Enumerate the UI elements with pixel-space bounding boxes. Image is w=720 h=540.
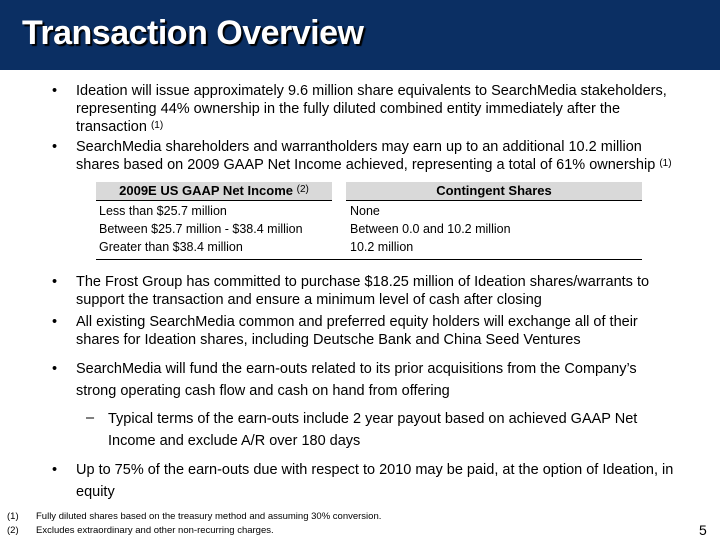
footnote-number: (1) xyxy=(7,511,19,522)
table-cell-shares: 10.2 million xyxy=(350,240,414,254)
table-cell-income: Between $25.7 million - $38.4 million xyxy=(99,222,303,236)
table-cell-income: Greater than $38.4 million xyxy=(99,240,243,254)
bullet-earnout-shares xyxy=(76,138,676,174)
bullet-equity-exchange: All existing SearchMedia common and preferred equity holders will exchange all of their shares for Ideation shares, including Deutsche Bank and China Seed Ventures xyxy=(76,314,638,348)
sub-bullet-marker: – xyxy=(86,410,95,426)
bullet-marker: • xyxy=(52,83,58,99)
table-header-income xyxy=(96,182,332,201)
footnote-text: Fully diluted shares based on the treasury method and assuming 30% conversion. xyxy=(36,511,382,522)
bullet-equity-payment: Up to 75% of the earn-outs due with respect to 2010 may be paid, at the option of Ideation, in equity xyxy=(76,462,674,500)
bullet-marker: • xyxy=(52,462,58,478)
slide-title: Transaction Overview xyxy=(22,14,364,52)
table-header-income-label: 2009E US GAAP Net Income xyxy=(119,183,294,198)
table-header-shares: Contingent Shares xyxy=(346,182,642,201)
table-cell-shares: None xyxy=(350,204,380,218)
table-bottom-rule xyxy=(96,259,642,260)
footnote-ref: (1) xyxy=(659,158,672,169)
page-number: 5 xyxy=(699,522,707,538)
footnote-text: Excludes extraordinary and other non-recurring charges. xyxy=(36,525,274,536)
bullet-earnout-funding: SearchMedia will fund the earn-outs related to its prior acquisitions from the Company’s strong operating cash flow and cash on hand from offering xyxy=(76,361,637,399)
sub-bullet-earnout-terms: Typical terms of the earn-outs include 2 year payout based on achieved GAAP Net Income and exclude A/R over 180 days xyxy=(108,411,638,449)
bullet-marker: • xyxy=(52,139,58,155)
bullet-issuance xyxy=(76,82,676,136)
bullet-frost-group: The Frost Group has committed to purchase $18.25 million of Ideation shares/warrants to support the transaction and ensure a minimum level of cash after closing xyxy=(76,274,650,308)
footnote-number: (2) xyxy=(7,525,19,536)
bullet-earnout-shares-text: SearchMedia shareholders and warrantholders may earn up to an additional 10.2 million shares based on 2009 GAAP Net Income achieved, representing a total of 61% ownership xyxy=(76,139,656,173)
bullet-marker: • xyxy=(52,314,58,330)
title-bar xyxy=(0,0,720,70)
footnote-ref: (2) xyxy=(296,184,309,195)
bullet-marker: • xyxy=(52,361,58,377)
footnote-ref: (1) xyxy=(150,120,164,131)
bullet-issuance-text: Ideation will issue approximately 9.6 million share equivalents to SearchMedia stakeholders, representing 44% ownership in the fully diluted combined entity immediately after the transaction xyxy=(76,83,667,135)
bullet-marker: • xyxy=(52,274,58,290)
table-cell-shares: Between 0.0 and 10.2 million xyxy=(350,222,511,236)
table-cell-income: Less than $25.7 million xyxy=(99,204,227,218)
